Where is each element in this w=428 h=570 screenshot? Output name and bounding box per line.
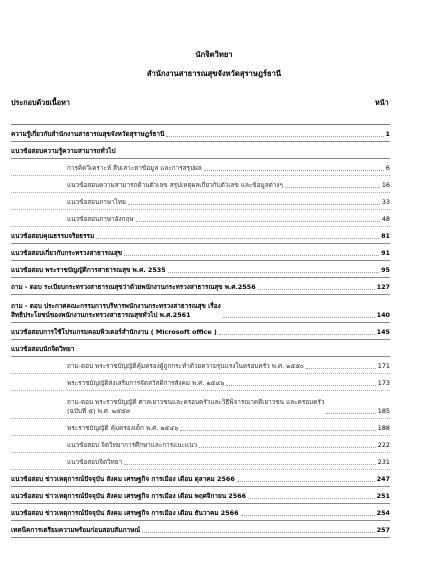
toc-page-number: 16 [381,181,390,189]
toc-entry [11,193,390,210]
toc-entry [11,125,390,142]
toc-entry [11,391,390,419]
toc-page-number: 95 [381,266,390,274]
toc-leader-dots [326,413,375,414]
toc-entry [11,521,390,538]
toc-leader-dots [258,289,375,290]
toc-entry-title: แนวข้อสอบคุณธรรมจริยธรรม [11,232,95,240]
toc-page-number: 257 [376,526,390,534]
toc-page-number: 127 [376,283,390,291]
toc-entry [11,210,390,227]
toc-entry-title: แนวข้อสอบจิตวิทยา [67,458,123,466]
toc-entry-title: การคิดวิเคราะห์ สืบเสาะหาข้อมูล และการสรุปผล [67,164,202,172]
toc-leader-dots [241,515,375,516]
toc-entry-title: แนวข้อสอบ จิตวิทยาการศึกษาและการแนะแนว [67,441,198,449]
toc-entry-title: ถาม-ตอบ พระราชบัญญัติคุ้มครองผู้ถูกกระทำด้วยความรุนแรงในครอบครัว พ.ศ. ๒๕๕๐ [67,362,304,370]
toc-page-number: 81 [381,232,390,240]
toc-entry-title [11,302,221,322]
toc-leader-dots [223,317,375,318]
toc-entry [11,453,390,470]
toc-page-number: 140 [376,311,390,319]
toc-page-number: 145 [376,328,390,336]
toc-entry [11,357,390,374]
toc-leader-dots [96,238,379,239]
toc-page-number: 254 [376,509,390,517]
toc-leader-dots [237,481,375,482]
toc-entry-title: ถาม - ตอบ ระเบียบกระทรวงสาธารณสุขว่าด้วยพนักงานกระทรวงสาธารณสุข พ.ศ.2556 [11,283,256,291]
toc-leader-dots [180,430,376,431]
toc-entry [11,278,390,295]
document-subtitle: สำนักงานสาธารณสุขจังหวัดสุราษฎร์ธานี [146,69,282,78]
toc-entry [11,470,390,487]
toc-leader-dots [142,532,374,533]
toc-entry-title: แนวข้อสอบภาษาอังกฤษ [67,215,134,223]
toc-leader-dots [219,334,375,335]
toc-entry [11,419,390,436]
toc-entry-title: แนวข้อสอบเกี่ยวกับกระทรวงสาธารณสุข [11,249,123,257]
toc-page-number: 173 [377,379,390,387]
toc-page-number: 171 [377,362,390,370]
toc-leader-dots [204,170,384,171]
toc-entry-title: พระราชบัญญัติส่งเสริมการจัดสวัสดิการสังคม พ.ศ. ๒๕๔๖ [67,379,225,387]
toc-entry-title-line2: (ฉบับที่ ๕) พ.ศ. ๒๕๕๙ [67,407,131,415]
toc-page-number: 251 [376,492,390,500]
toc-entry [11,340,390,357]
toc-entry-title: เทคนิคการเตรียมความพร้อมก่อนสอบสัมภาษณ์ [11,526,141,534]
toc-entry [11,436,390,453]
toc-leader-dots [285,187,380,188]
document-title: นักจิตวิทยา [195,50,233,59]
toc-page-number: 185 [377,407,390,415]
toc-leader-dots [128,204,380,205]
toc-leader-dots [306,368,376,369]
toc-leader-dots [136,221,380,222]
toc-entry [11,261,390,278]
toc-leader-dots [166,136,383,137]
toc-leader-dots [248,498,375,499]
toc-entry [11,295,390,323]
page-column-heading: หน้า [375,98,389,107]
toc-entry [11,159,390,176]
toc-entry-title [67,398,324,418]
toc-entry-title: แนวข้อสอบนักจิตวิทยา [11,345,75,353]
toc-entry-title-line2: สิทธิประโยชน์ของพนักงานกระทรวงสาธารณสุขทั่วไป พ.ศ.2561 [11,311,191,319]
toc-entry-title: ความรู้เกี่ยวกับสำนักงานสาธารณสุขจังหวัดสุราษฎร์ธานี [11,130,165,138]
toc-entry [11,227,390,244]
toc-page-number: 188 [377,424,390,432]
toc-entry-title: แนวข้อสอบความรู้ความสามารถทั่วไป [11,147,116,155]
table-of-contents [11,124,390,538]
toc-entry [11,176,390,193]
toc-entry [11,244,390,261]
toc-entry [11,487,390,504]
toc-entry-title-line1: ถาม - ตอบ ประกาศคณะกรรมการบริหารพนักงานกระทรวงสาธารณสุข เรื่อง [11,302,221,310]
toc-leader-dots [168,272,379,273]
toc-entry-title: แนวข้อสอบ พระราชบัญญัติการสาธารณสุข พ.ศ. 2535 [11,266,166,274]
toc-entry-title: พระราชบัญญัติ คุ้มครองเด็ก พ.ศ. ๒๕๔๖ [67,424,179,432]
toc-page-number: 1 [385,130,390,138]
toc-entry-title: แนวข้อสอบภาษาไทย [67,198,126,206]
toc-page-number: 231 [377,458,390,466]
toc-page-number: 247 [376,475,390,483]
toc-leader-dots [199,447,376,448]
toc-leader-dots [124,255,379,256]
toc-page-number: 48 [381,215,390,223]
toc-entry [11,142,390,159]
toc-entry [11,504,390,521]
contents-heading: ประกอบด้วยเนื้อหา [11,98,70,107]
toc-entry [11,323,390,340]
toc-page-number: 33 [381,198,390,206]
toc-entry-title: แนวข้อสอบการใช้โปรแกรมคอมพิวเตอร์สำนักงาน ( Microsoft office ) [11,328,217,336]
toc-entry-title: แนวข้อสอบ ข่าวเหตุการณ์ปัจจุบัน สังคม เศรษฐกิจ การเมือง เดือน พฤศจิกายน 2566 [11,492,247,500]
toc-leader-dots [226,385,375,386]
toc-leader-dots [124,464,376,465]
toc-entry-title: แนวข้อสอบ ข่าวเหตุการณ์ปัจจุบัน สังคม เศรษฐกิจ การเมือง เดือน ตุลาคม 2566 [11,475,235,483]
toc-entry-title: แนวข้อสอบความสามารถด้านตัวเลข สรุปเหตุผลเกี่ยวกับตัวเลข และข้อมูลต่างๆ [67,181,283,189]
toc-page-number: 6 [385,164,390,172]
toc-page-number: 91 [381,249,390,257]
toc-entry [11,374,390,391]
toc-entry-title: แนวข้อสอบ ข่าวเหตุการณ์ปัจจุบัน สังคม เศรษฐกิจ การเมือง เดือน ธันวาคม 2566 [11,509,239,517]
toc-page-number: 222 [377,441,390,449]
toc-entry-title-line1: ถาม-ตอบ พระราชบัญญัติ ศาลเยาวชนและครอบครัวและวิธีพิจารณาคดีเยาวชน และครอบครัว [67,398,325,406]
